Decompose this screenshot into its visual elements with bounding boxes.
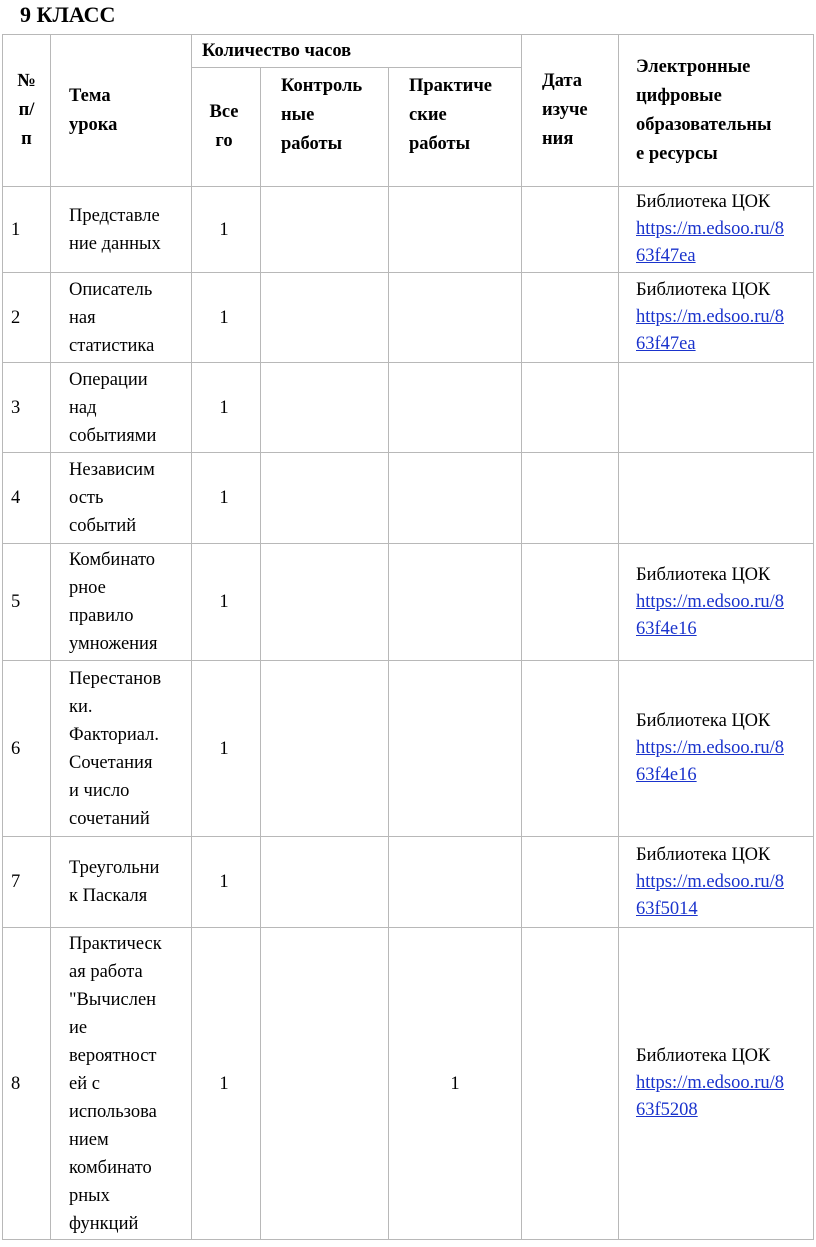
resource-label: Библиотека ЦОК [636,844,771,865]
study-date [522,453,619,544]
hours-total: 1 [192,363,261,453]
lesson-topic: Треугольни к Паскаля [51,837,192,928]
digital-resources [619,273,814,363]
page-title: 9 КЛАСС [20,2,116,27]
study-date [522,837,619,928]
table-row [3,187,814,273]
row-number: 7 [3,837,51,928]
control-works [261,273,389,363]
practical-works [389,187,522,273]
hours-total: 1 [192,661,261,837]
resource-link[interactable]: https://m.edsoo.ru/8 63f5014 [636,871,784,919]
lesson-topic: Практическ ая работа "Вычислен ие вероятност ей с использова нием комбинато рных функций [51,928,192,1240]
study-date [522,273,619,363]
practical-works [389,837,522,928]
lessons-table [2,34,814,1240]
digital-resources [619,453,814,544]
resource-link[interactable]: https://m.edsoo.ru/8 63f47ea [636,219,784,266]
table-row [3,363,814,453]
resource-label: Библиотека ЦОК [636,564,771,585]
study-date [522,544,619,661]
practical-works [389,363,522,453]
study-date [522,928,619,1240]
row-number: 4 [3,453,51,544]
hours-total: 1 [192,453,261,544]
control-works [261,187,389,273]
control-works [261,363,389,453]
row-number: 1 [3,187,51,273]
table-row [3,661,814,837]
hours-total: 1 [192,837,261,928]
lesson-topic: Описатель ная статистика [51,273,192,363]
digital-resources [619,363,814,453]
header-number: № п/ п [3,35,51,187]
header-resources: Электронные цифровые образовательны е ресурсы [619,35,814,187]
lesson-topic: Перестанов ки. Факториал. Сочетания и число сочетаний [51,661,192,837]
digital-resources [619,837,814,928]
hours-total: 1 [192,928,261,1240]
header-practical-works: Практиче ские работы [389,68,522,187]
lesson-topic: Представле ние данных [51,187,192,273]
study-date [522,363,619,453]
resource-label: Библиотека ЦОК [636,1046,771,1066]
lesson-topic: Комбинато рное правило умножения [51,544,192,661]
table-row [3,837,814,928]
header-topic: Тема урока [51,35,192,187]
study-date [522,187,619,273]
resource-label: Библиотека ЦОК [636,192,771,212]
resource-link[interactable]: https://m.edsoo.ru/8 63f4e16 [636,738,784,785]
digital-resources [619,544,814,661]
header-date: Дата изуче ния [522,35,619,187]
control-works [261,837,389,928]
practical-works [389,273,522,363]
control-works [261,661,389,837]
table-row [3,544,814,661]
row-number: 3 [3,363,51,453]
study-date [522,661,619,837]
practical-works [389,544,522,661]
resource-label: Библиотека ЦОК [636,280,771,300]
row-number: 2 [3,273,51,363]
digital-resources [619,928,814,1240]
practical-works [389,661,522,837]
control-works [261,453,389,544]
resource-link[interactable]: https://m.edsoo.ru/8 63f47ea [636,307,784,354]
digital-resources [619,187,814,273]
control-works [261,544,389,661]
practical-works: 1 [389,928,522,1240]
practical-works [389,453,522,544]
resource-link[interactable]: https://m.edsoo.ru/8 63f4e16 [636,591,784,639]
control-works [261,928,389,1240]
table-row [3,928,814,1240]
lesson-topic: Независим ость событий [51,453,192,544]
header-total: Все го [192,68,261,187]
resource-link[interactable]: https://m.edsoo.ru/8 63f5208 [636,1073,784,1120]
row-number: 5 [3,544,51,661]
row-number: 8 [3,928,51,1240]
table-row [3,273,814,363]
row-number: 6 [3,661,51,837]
hours-total: 1 [192,187,261,273]
table-row [3,453,814,544]
hours-total: 1 [192,544,261,661]
header-control-works: Контроль ные работы [261,68,389,187]
header-hours: Количество часов [192,35,522,68]
hours-total: 1 [192,273,261,363]
lesson-topic: Операции над событиями [51,363,192,453]
digital-resources [619,661,814,837]
resource-label: Библиотека ЦОК [636,711,771,731]
